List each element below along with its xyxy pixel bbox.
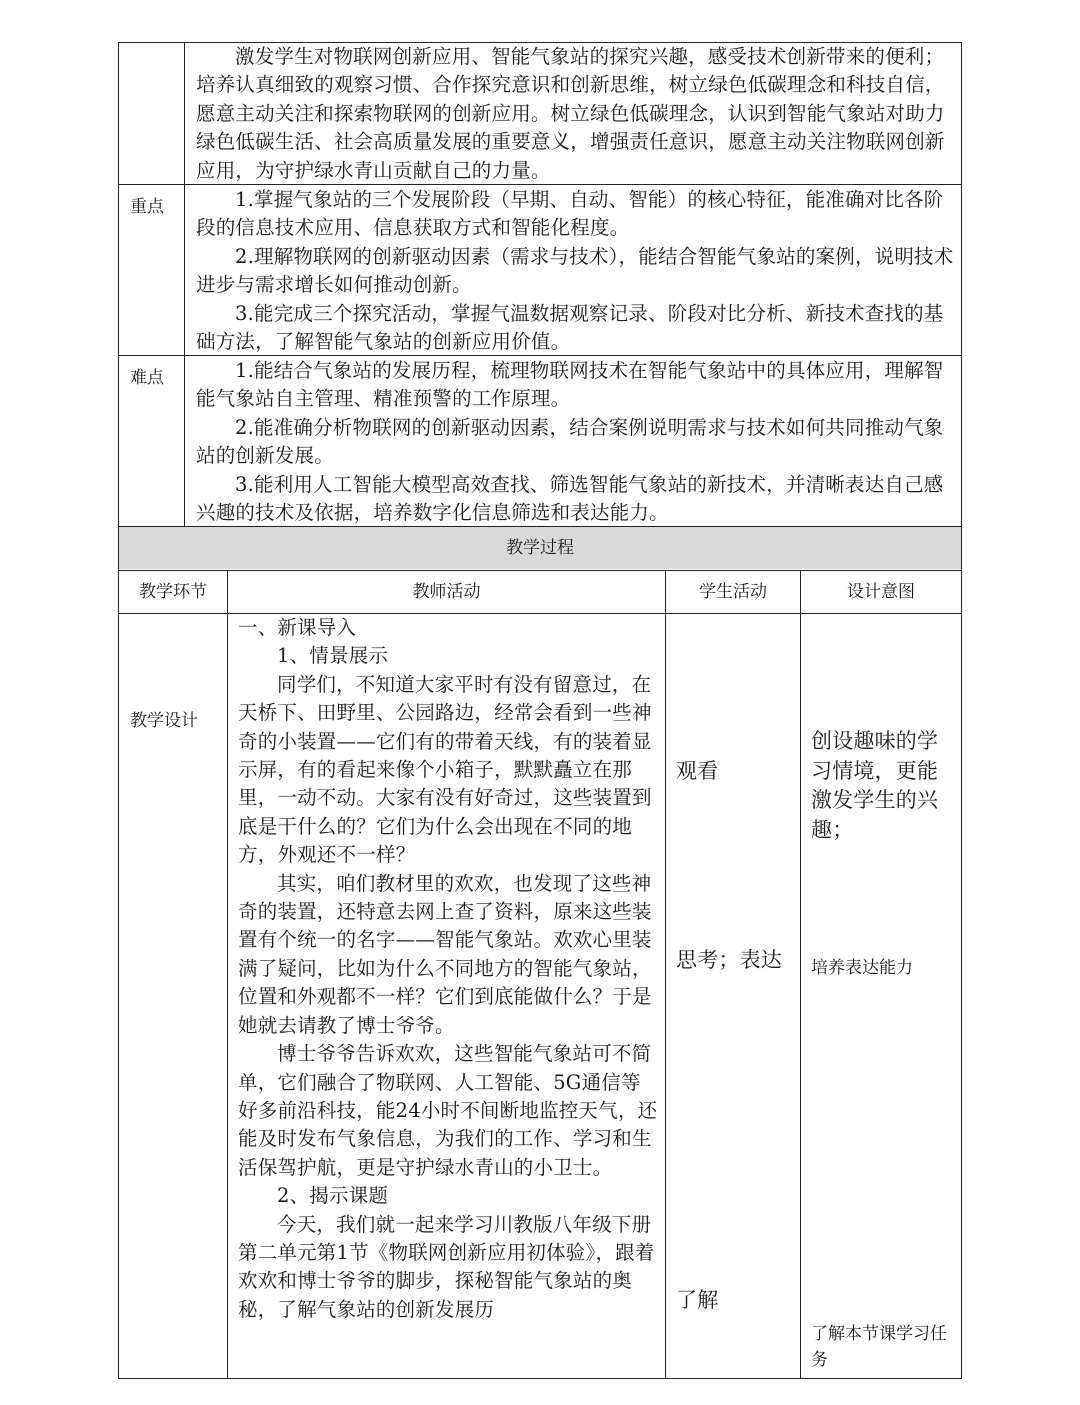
stage-label: 教学设计 bbox=[130, 711, 198, 731]
subheading: 2、揭示课题 bbox=[277, 1184, 389, 1208]
difficult-point-item: 1.能结合气象站的发展历程，梳理物联网技术在智能气象站中的具体应用，理解智能气象站自主管理、精准预警的工作原理。 bbox=[196, 359, 944, 411]
col-divider bbox=[227, 570, 228, 1379]
section-heading: 一、新课导入 bbox=[238, 616, 357, 639]
col-divider bbox=[184, 42, 185, 526]
key-points-list bbox=[196, 186, 954, 356]
teacher-activity bbox=[238, 614, 660, 1324]
process-title: 教学过程 bbox=[506, 538, 574, 558]
design-intent: 了解本节课学习任务 bbox=[811, 1324, 947, 1370]
key-point-item: 2.理解物联网的创新驱动因素（需求与技术），能结合智能气象站的案例，说明技术进步与需求增长如何推动创新。 bbox=[196, 244, 954, 297]
student-activity: 观看 bbox=[676, 759, 719, 783]
teacher-paragraph: 其实，咱们教材里的欢欢，也发现了这些神奇的装置，还特意去网上查了资料，原来这些装置有个统一的名字——智能气象站。欢欢心里装满了疑问，比如为什么不同地方的智能气象站，位置和外观都不一样？它们到底能做什么？于是她就去请教了博士爷爷。 bbox=[238, 871, 652, 1037]
teacher-paragraph: 博士爷爷告诉欢欢，这些智能气象站可不简单，它们融合了物联网、人工智能、5G通信等好多前沿科技，能24小时不间断地监控天气，还能及时发布气象信息，为我们的工作、学习和生活保驾护航，更是守护绿水青山的小卫士。 bbox=[238, 1042, 658, 1179]
header-intent: 设计意图 bbox=[847, 582, 915, 602]
student-activity: 思考；表达 bbox=[676, 948, 782, 972]
difficult-points-list bbox=[196, 357, 954, 527]
row-divider bbox=[118, 570, 962, 571]
header-student: 学生活动 bbox=[699, 582, 767, 602]
difficult-point-item: 3.能利用人工智能大模型高效查找、筛选智能气象站的新技术，并清晰表达自己感兴趣的技术及依据，培养数字化信息筛选和表达能力。 bbox=[196, 472, 944, 525]
difficult-points-label: 难点 bbox=[130, 368, 164, 388]
key-point-item: 3.能完成三个探究活动，掌握气温数据观察记录、阶段对比分析、新技术查找的基础方法，了解智能气象站的创新应用价值。 bbox=[196, 301, 944, 354]
difficult-point-item: 2.能准确分析物联网的创新驱动因素，结合案例说明需求与技术如何共同推动气象站的创新发展。 bbox=[196, 415, 944, 468]
key-point-item: 1.掌握气象站的三个发展阶段（早期、自动、智能）的核心特征，能准确对比各阶段的信息技术应用、信息获取方式和智能化程度。 bbox=[196, 188, 944, 240]
key-points-label: 重点 bbox=[130, 197, 164, 217]
col-divider bbox=[800, 570, 801, 1379]
design-intent: 创设趣味的学习情境，更能激发学生的兴趣； bbox=[811, 729, 939, 842]
teacher-paragraph: 同学们，不知道大家平时有没有留意过，在天桥下、田野里、公园路边，经常会看到一些神奇的小装置——它们有的带着天线，有的装着显示屏，有的看起来像个小箱子，默默矗立在那里，一动不动。大家有没有好奇过，这些装置到底是干什么的？它们为什么会出现在不同的地方，外观还不一样？ bbox=[238, 672, 652, 867]
design-intent: 培养表达能力 bbox=[811, 958, 913, 978]
header-teacher: 教师活动 bbox=[412, 582, 481, 602]
teacher-paragraph: 今天，我们就一起来学习川教版八年级下册第二单元第1节《物联网创新应用初体验》，跟着欢欢和博士爷爷的脚步，探秘智能气象站的奥秘，了解气象站的创新发展历 bbox=[238, 1212, 655, 1321]
header-stage: 教学环节 bbox=[139, 582, 207, 602]
subheading: 1、情景展示 bbox=[277, 644, 389, 668]
col-divider bbox=[665, 570, 666, 1379]
goal-text: 激发学生对物联网创新应用、智能气象站的探究兴趣，感受技术创新带来的便利；培养认真细致的观察习惯、合作探究意识和创新思维，树立绿色低碳理念和科技自信，愿意主动关注和探索物联网的创新应用。树立绿色低碳理念，认识到智能气象站对助力绿色低碳生活、社会高质量发展的重要意义，增强责任意识，愿意主动关注物联网创新应用，为守护绿水青山贡献自己的力量。 bbox=[196, 45, 945, 182]
student-activity: 了解 bbox=[676, 1288, 719, 1312]
